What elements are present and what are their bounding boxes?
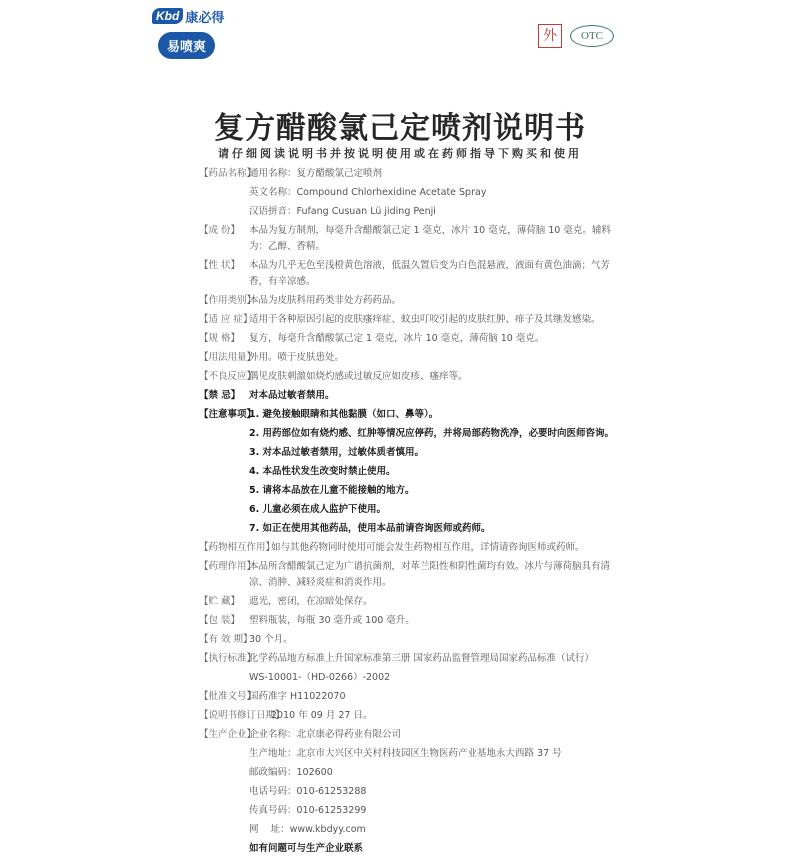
caution-item: 3. 对本品过敏者禁用，过敏体质者慎用。	[249, 447, 425, 458]
leaflet-body	[199, 166, 619, 860]
revision-label: 【说明书修订日期】	[199, 710, 285, 721]
package-label: 【包 装】	[199, 615, 241, 626]
interaction-label: 【药物相互作用】	[199, 542, 276, 553]
caution-item: 5. 请将本品放在儿童不能接触的地方。	[249, 485, 415, 496]
validity-label: 【有 效 期】	[199, 634, 253, 645]
section-category	[199, 293, 619, 309]
brand-logo	[152, 6, 262, 68]
section-revision	[199, 708, 619, 724]
section-storage	[199, 594, 619, 610]
otc-mark: OTC	[570, 25, 614, 47]
section-manufacturer	[199, 727, 619, 743]
spec-text: 复方，每毫升含醋酸氯己定 1 毫克，冰片 10 毫克，薄荷脑 10 毫克。	[249, 333, 545, 344]
category-label: 【作用类别】	[199, 295, 257, 306]
caution-item: 1. 避免接触眼睛和其他黏膜（如口、鼻等）。	[249, 409, 439, 420]
manufacturer-phone: 电话号码：010-61253288	[249, 786, 367, 797]
manufacturer-label: 【生产企业】	[199, 729, 257, 740]
caution-row	[199, 521, 619, 537]
brand-name: 康必得	[185, 10, 225, 26]
section-usage	[199, 350, 619, 366]
contraindication-label: 【禁 忌】	[199, 390, 241, 401]
standard-label: 【执行标准】	[199, 653, 257, 664]
cautions-label: 【注意事项】	[199, 409, 257, 420]
manufacturer-address: 生产地址：北京市大兴区中关村科技园区生物医药产业基地永大西路 37 号	[249, 748, 562, 759]
drug-name-pinyin-row	[199, 204, 619, 220]
composition-label: 【成 份】	[199, 225, 241, 236]
approval-label: 【批准文号】	[199, 691, 257, 702]
manufacturer-postcode: 邮政编码：102600	[249, 767, 333, 778]
usage-text: 外用。喷于皮肤患处。	[249, 352, 345, 363]
contraindication-text: 对本品过敏者禁用。	[249, 390, 335, 401]
drug-name-english: 英文名称：Compound Chlorhexidine Acetate Spray	[249, 187, 487, 198]
caution-row	[199, 445, 619, 461]
usage-label: 【用法用量】	[199, 352, 257, 363]
caution-row	[199, 426, 619, 442]
standard-text: 化学药品地方标准上升国家标准第三册 国家药品监督管理局国家药品标准（试行）	[249, 653, 595, 664]
manufacturer-row	[199, 841, 619, 857]
manufacturer-row	[199, 765, 619, 781]
section-package	[199, 613, 619, 629]
caution-item: 7. 如正在使用其他药品，使用本品前请咨询医师或药师。	[249, 523, 491, 534]
manufacturer-fax: 传真号码：010-61253299	[249, 805, 367, 816]
section-validity	[199, 632, 619, 648]
caution-item: 4. 本品性状发生改变时禁止使用。	[249, 466, 396, 477]
caution-row	[199, 464, 619, 480]
manufacturer-contact: 如有问题可与生产企业联系	[249, 843, 364, 854]
section-drug-name	[199, 166, 619, 182]
section-interaction	[199, 540, 619, 556]
revision-text: 2010 年 09 月 27 日。	[271, 710, 373, 721]
character-label: 【性 状】	[199, 260, 241, 271]
caution-item: 2. 用药部位如有烧灼感、红肿等情况应停药，并将局部药物洗净，必要时向医师咨询。	[249, 428, 615, 439]
product-badge: 易喷爽	[158, 32, 215, 59]
adverse-label: 【不良反应】	[199, 371, 257, 382]
storage-label: 【贮 藏】	[199, 596, 241, 607]
approval-text: 国药准字 H11022070	[249, 691, 346, 702]
external-use-mark: 外	[538, 24, 562, 48]
section-standard	[199, 651, 619, 667]
character-text: 本品为几乎无色至浅橙黄色溶液，低温久置后变为白色混悬液，液面有黄色油滴；气芳香，有辛凉感。	[249, 260, 611, 287]
manufacturer-name: 企业名称：北京康必得药业有限公司	[249, 729, 402, 740]
storage-text: 遮光，密闭，在凉暗处保存。	[249, 596, 373, 607]
manufacturer-row	[199, 822, 619, 838]
category-text: 本品为皮肤科用药类非处方药药品。	[249, 295, 402, 306]
indication-text: 适用于各种原因引起的皮肤瘙痒症、蚊虫叮咬引起的皮肤红肿、痱子及其继发感染。	[249, 314, 601, 325]
manufacturer-row	[199, 746, 619, 762]
section-character	[199, 258, 619, 290]
manufacturer-row	[199, 784, 619, 800]
section-composition	[199, 223, 619, 255]
section-adverse	[199, 369, 619, 385]
interaction-text: 如与其他药物同时使用可能会发生药物相互作用，详情请咨询医师或药师。	[271, 542, 585, 553]
composition-text: 本品为复方制剂，每毫升含醋酸氯己定 1 毫克，冰片 10 毫克，薄荷脑 10 毫克。辅料为：乙醇、香精。	[249, 225, 611, 252]
adverse-text: 偶见皮肤刺激如烧灼感或过敏反应如皮疹、瘙痒等。	[249, 371, 468, 382]
drug-name-common: 通用名称：复方醋酸氯己定喷剂	[249, 168, 383, 179]
caution-row	[199, 483, 619, 499]
page-subtitle: 请仔细阅读说明书并按说明使用或在药师指导下购买和使用	[218, 147, 582, 160]
caution-item: 6. 儿童必须在成人监护下使用。	[249, 504, 387, 515]
manufacturer-row	[199, 803, 619, 819]
manufacturer-website: 网 址：www.kbdyy.com	[249, 824, 366, 835]
drug-name-pinyin: 汉语拼音：Fufang Cusuan Lü jiding Penji	[249, 206, 436, 217]
section-spec	[199, 331, 619, 347]
spec-label: 【规 格】	[199, 333, 241, 344]
pharmacology-label: 【药理作用】	[199, 561, 257, 572]
section-approval	[199, 689, 619, 705]
indication-label: 【适 应 症】	[199, 314, 253, 325]
standard-code: WS-10001-（HD-0266）-2002	[249, 672, 391, 683]
drug-name-english-row	[199, 185, 619, 201]
section-contraindication	[199, 388, 619, 404]
caution-row	[199, 502, 619, 518]
drug-name-label: 【药品名称】	[199, 168, 257, 179]
pharmacology-text: 本品所含醋酸氯己定为广谱抗菌剂，对革兰阳性和阴性菌均有效。冰片与薄荷脑具有清凉、消肿、减轻炎症和消炎作用。	[249, 561, 611, 588]
section-cautions	[199, 407, 619, 423]
standard-row	[199, 670, 619, 686]
page-title: 复方醋酸氯己定喷剂说明书	[214, 111, 586, 146]
validity-text: 30 个月。	[249, 634, 293, 645]
package-text: 塑料瓶装，每瓶 30 毫升或 100 毫升。	[249, 615, 415, 626]
kbd-logo: Kbd	[152, 8, 183, 24]
section-indication	[199, 312, 619, 328]
section-pharmacology	[199, 559, 619, 591]
brand-logo-row	[152, 6, 262, 26]
